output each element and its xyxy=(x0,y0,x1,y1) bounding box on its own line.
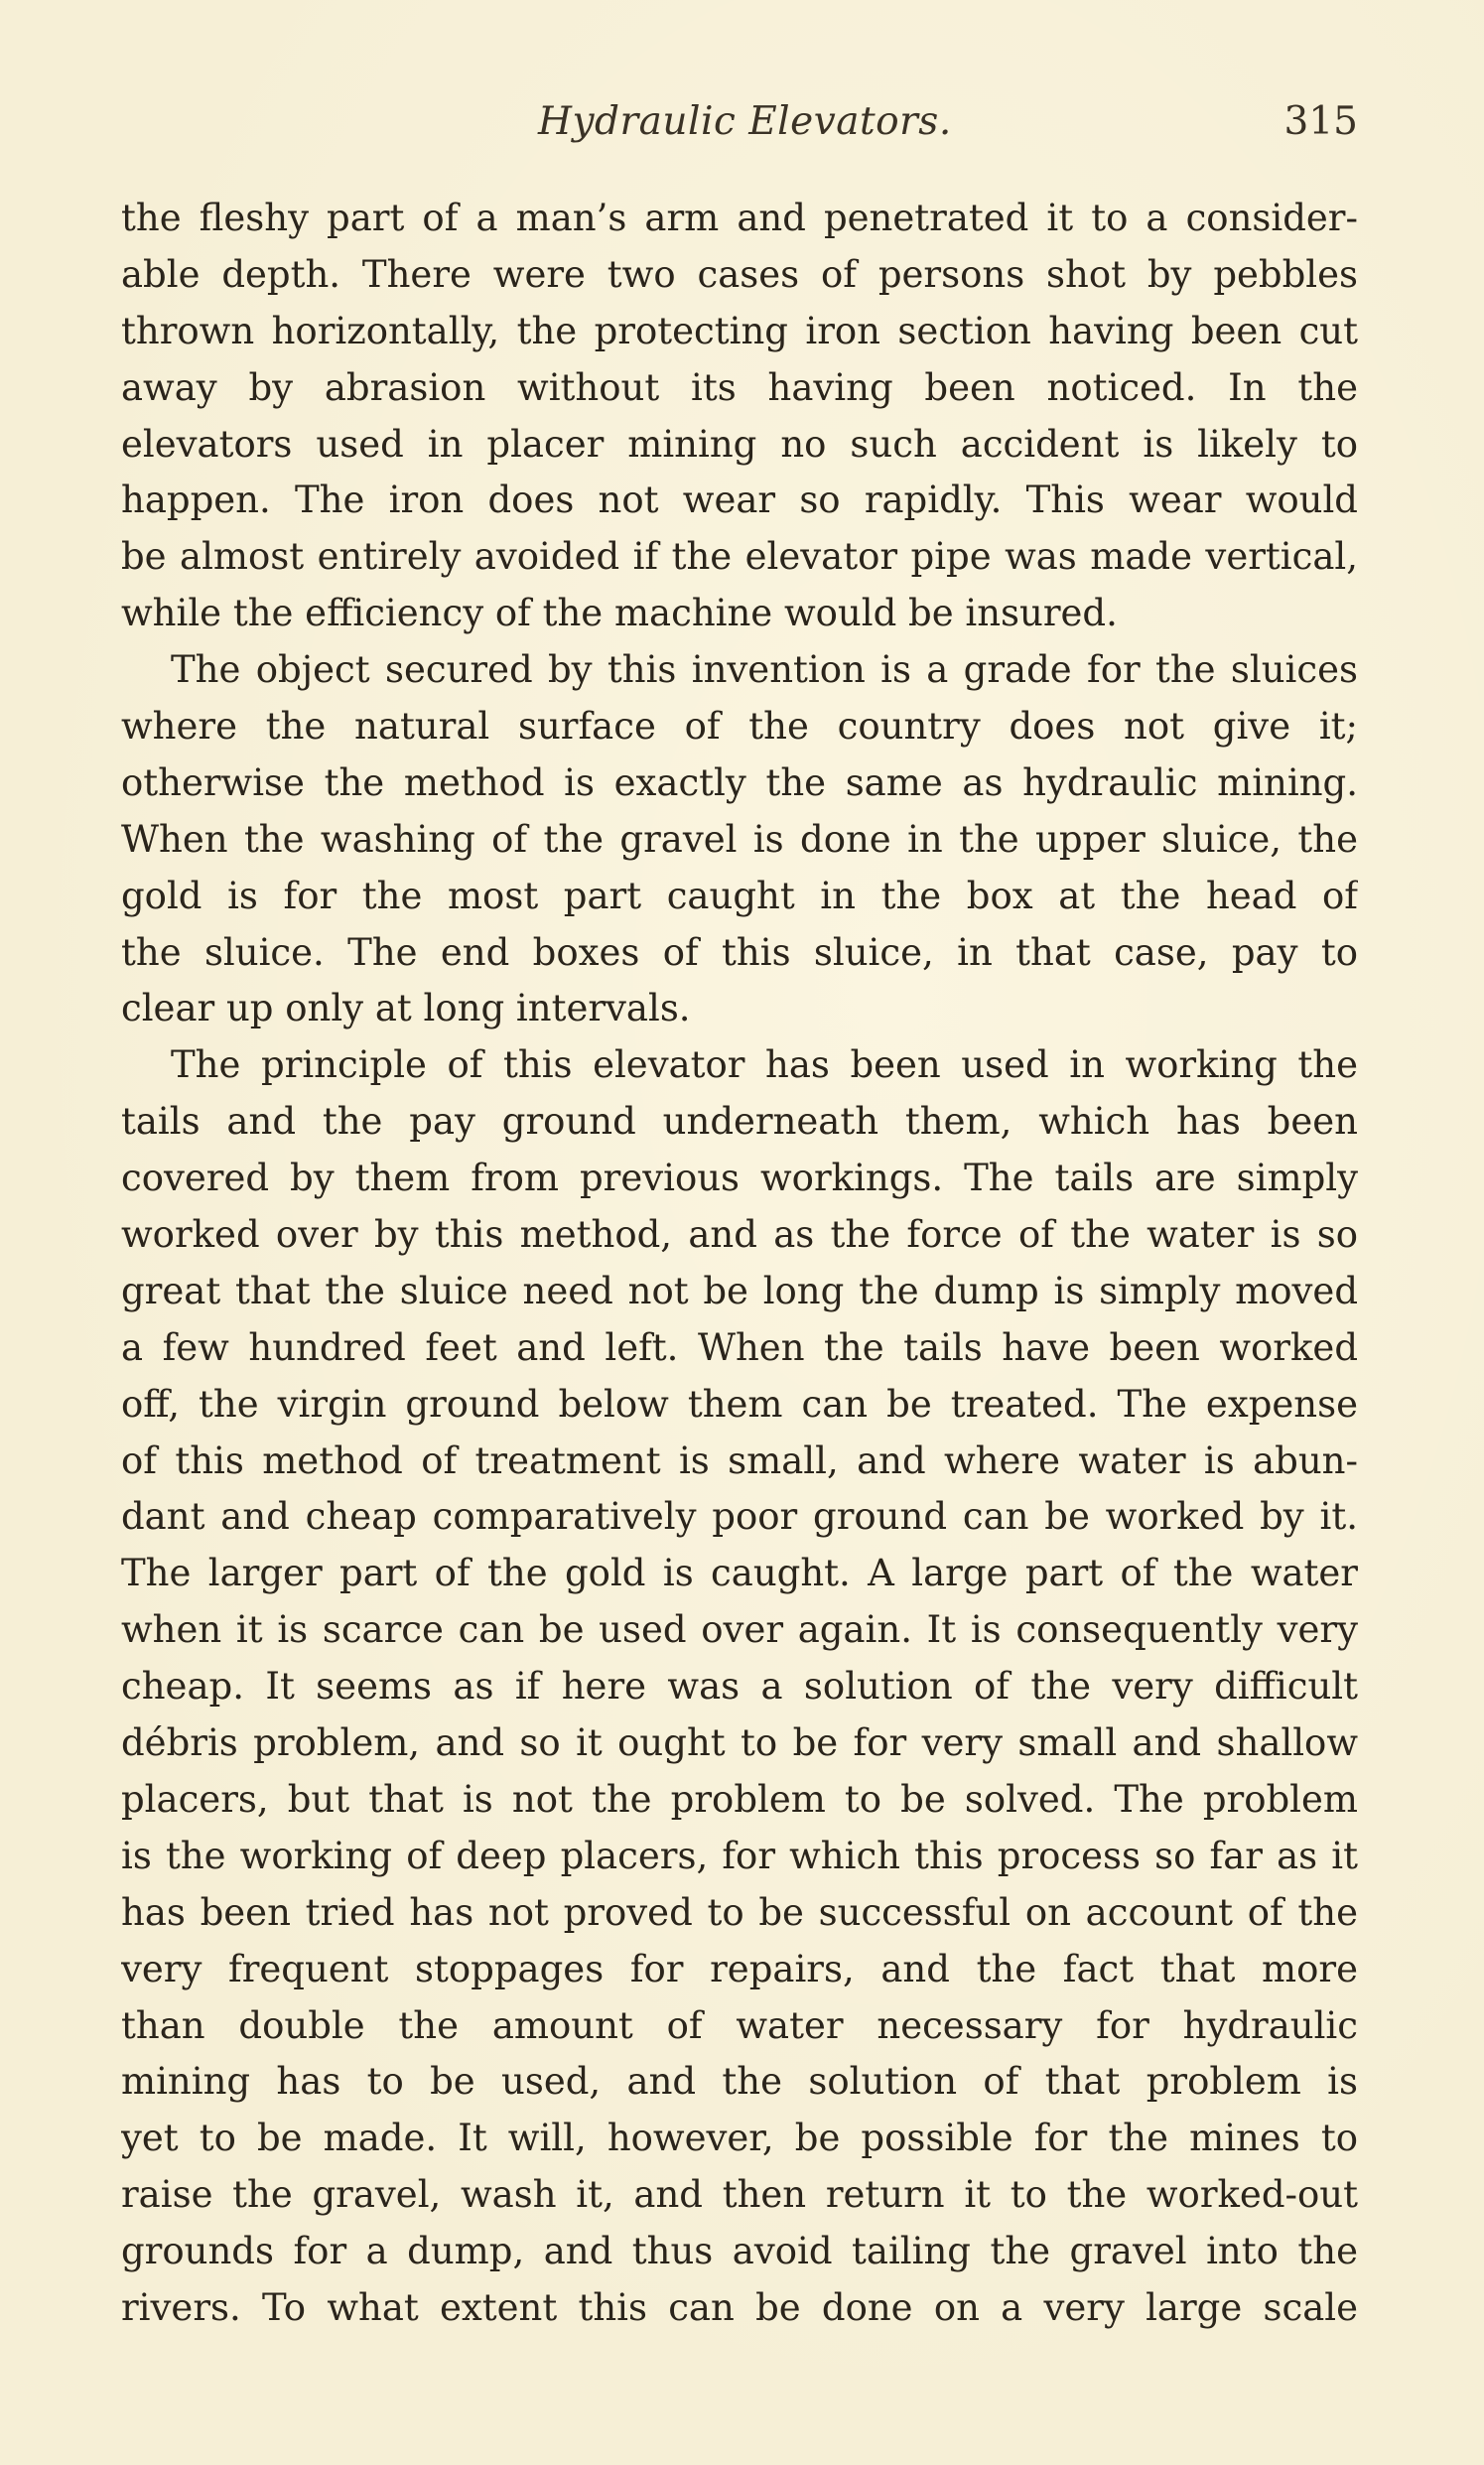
text-line-31: has been tried has not proved to be successful on account of the xyxy=(121,1890,1358,1934)
text-line-2: able depth. There were two cases of persons shot by pebbles xyxy=(121,252,1358,296)
running-head xyxy=(121,99,1358,159)
text-line-35: yet to be made. It will, however, be possible for the mines to xyxy=(121,2117,1358,2160)
text-line-21: a few hundred feet and left. When the tails have been worked xyxy=(121,1325,1358,1369)
text-line-1: the fleshy part of a man’s arm and penetrated it to a consider- xyxy=(121,197,1358,239)
text-line-16: The principle of this elevator has been used in working the xyxy=(171,1043,1358,1087)
text-line-14: the sluice. The end boxes of this sluice, in that case, pay to xyxy=(121,930,1358,974)
text-line-8: while the efficiency of the machine would be insured. xyxy=(121,592,1118,635)
text-line-34: mining has to be used, and the solution of that problem is xyxy=(121,2060,1358,2104)
text-line-32: very frequent stoppages for repairs, and the fact that more xyxy=(121,1947,1358,1990)
text-line-36: raise the gravel, wash it, and then return it to the worked-out xyxy=(121,2173,1358,2217)
text-line-29: placers, but that is not the problem to be solved. The problem xyxy=(121,1777,1358,1821)
text-line-26: when it is scarce can be used over again. It is consequently very xyxy=(121,1608,1358,1652)
text-line-28: débris problem, and so it ought to be for very small and shallow xyxy=(121,1721,1358,1765)
text-line-38: rivers. To what extent this can be done on a very large scale xyxy=(121,2285,1358,2329)
text-line-4: away by abrasion without its having been noticed. In the xyxy=(121,365,1358,409)
body-text xyxy=(121,191,1358,2337)
text-line-9: The object secured by this invention is a grade for the sluices xyxy=(171,648,1358,692)
text-line-18: covered by them from previous workings. The tails are simply xyxy=(121,1157,1358,1200)
text-line-17: tails and the pay ground underneath them, which has been xyxy=(121,1100,1358,1144)
text-line-24: dant and cheap comparatively poor ground can be worked by it. xyxy=(121,1495,1358,1539)
text-line-6: happen. The iron does not wear so rapidly. This wear would xyxy=(121,479,1358,522)
running-title: Hydraulic Elevators. xyxy=(538,99,952,144)
text-line-5: elevators used in placer mining no such accident is likely to xyxy=(121,422,1358,466)
text-line-25: The larger part of the gold is caught. A large part of the water xyxy=(121,1552,1358,1595)
text-line-7: be almost entirely avoided if the elevator pipe was made vertical, xyxy=(121,535,1358,579)
text-line-37: grounds for a dump, and thus avoid tailing the gravel into the xyxy=(121,2230,1358,2273)
text-line-22: off, the virgin ground below them can be treated. The expense xyxy=(121,1382,1358,1426)
text-line-27: cheap. It seems as if here was a solution of the very difficult xyxy=(121,1665,1358,1709)
text-line-10: where the natural surface of the country does not give it; xyxy=(121,705,1358,749)
text-line-13: gold is for the most part caught in the box at the head of xyxy=(121,874,1358,917)
text-line-33: than double the amount of water necessary for hydraulic xyxy=(121,2003,1358,2047)
text-line-19: worked over by this method, and as the force of the water is so xyxy=(121,1213,1358,1257)
page-number: 315 xyxy=(1283,99,1358,144)
text-line-3: thrown horizontally, the protecting iron section having been cut xyxy=(121,309,1358,352)
text-line-20: great that the sluice need not be long the dump is simply moved xyxy=(121,1269,1358,1312)
text-line-30: is the working of deep placers, for which this process so far as it xyxy=(121,1834,1358,1877)
text-line-12: When the washing of the gravel is done in the upper sluice, the xyxy=(121,817,1358,861)
text-line-15: clear up only at long intervals. xyxy=(121,987,691,1030)
text-line-11: otherwise the method is exactly the same as hydraulic mining. xyxy=(121,760,1358,804)
text-line-23: of this method of treatment is small, and where water is abun- xyxy=(121,1438,1358,1482)
